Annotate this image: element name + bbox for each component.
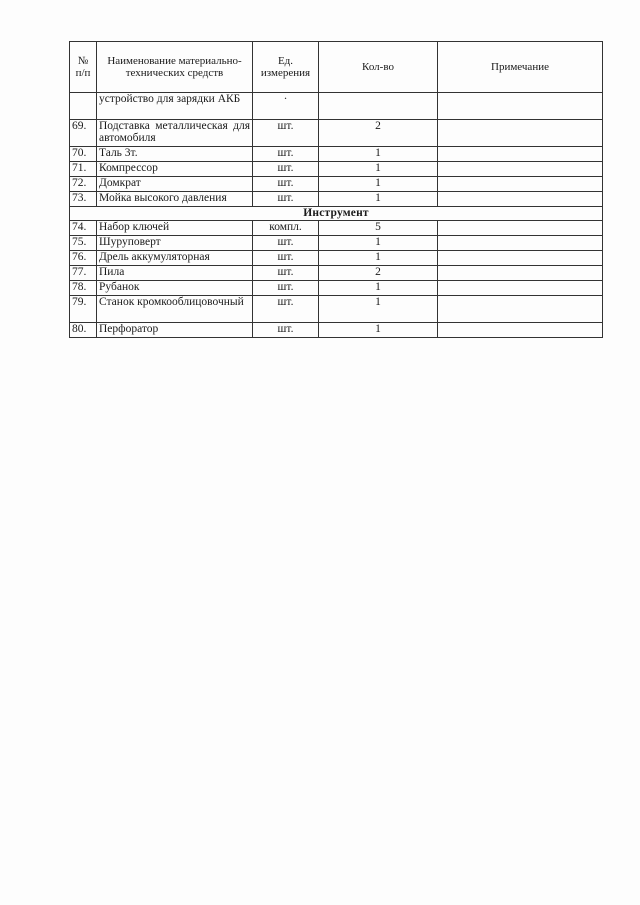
table-header-row — [70, 42, 603, 93]
cell-unit: шт. — [253, 296, 319, 323]
table-row — [70, 221, 603, 236]
cell-note — [438, 177, 603, 192]
cell-unit: шт. — [253, 266, 319, 281]
cell-num: 80. — [70, 323, 97, 338]
header-qty: Кол-во — [319, 42, 438, 93]
cell-name: Компрессор — [97, 162, 253, 177]
cell-qty: 1 — [319, 192, 438, 207]
cell-note — [438, 147, 603, 162]
cell-num: 73. — [70, 192, 97, 207]
cell-note — [438, 251, 603, 266]
cell-name: Набор ключей — [97, 221, 253, 236]
cell-qty: 5 — [319, 221, 438, 236]
table-row — [70, 162, 603, 177]
cell-qty: 1 — [319, 296, 438, 323]
continuation-row — [70, 93, 603, 120]
cell-qty: 2 — [319, 120, 438, 147]
cell-note — [438, 221, 603, 236]
cell-unit: · — [253, 93, 319, 120]
cell-name: Перфоратор — [97, 323, 253, 338]
cell-name: Пила — [97, 266, 253, 281]
cell-unit: шт. — [253, 281, 319, 296]
cell-unit: шт. — [253, 236, 319, 251]
cell-unit: шт. — [253, 192, 319, 207]
cell-num: 75. — [70, 236, 97, 251]
cell-qty: 1 — [319, 147, 438, 162]
table-row — [70, 177, 603, 192]
cell-unit: шт. — [253, 251, 319, 266]
section-title: Инструмент — [70, 207, 603, 221]
cell-name: Рубанок — [97, 281, 253, 296]
cell-unit: шт. — [253, 162, 319, 177]
header-unit: Ед. измерения — [253, 42, 319, 93]
cell-name — [97, 93, 253, 120]
table-row — [70, 266, 603, 281]
cell-name — [97, 296, 253, 323]
cell-unit: шт. — [253, 120, 319, 147]
inventory-table — [69, 41, 603, 338]
table-row — [70, 323, 603, 338]
cell-num: 78. — [70, 281, 97, 296]
cell-name-text: устройство для зарядки АКБ — [99, 93, 241, 105]
cell-qty: 1 — [319, 162, 438, 177]
cell-qty: 1 — [319, 177, 438, 192]
cell-num — [70, 93, 97, 120]
cell-unit: шт. — [253, 177, 319, 192]
cell-qty — [319, 93, 438, 120]
cell-name: Таль 3т. — [97, 147, 253, 162]
cell-num: 71. — [70, 162, 97, 177]
header-name: Наименование материально-технических средств — [97, 42, 253, 93]
cell-num: 74. — [70, 221, 97, 236]
table-row — [70, 120, 603, 147]
cell-name-text: Подставка металлическая для автомобиля — [99, 120, 250, 144]
cell-qty: 1 — [319, 281, 438, 296]
header-num: № п/п — [70, 42, 97, 93]
cell-note — [438, 162, 603, 177]
cell-qty: 1 — [319, 323, 438, 338]
cell-qty: 1 — [319, 236, 438, 251]
header-note: Примечание — [438, 42, 603, 93]
cell-unit: шт. — [253, 323, 319, 338]
cell-note — [438, 236, 603, 251]
cell-name: Шуруповерт — [97, 236, 253, 251]
table-row — [70, 192, 603, 207]
cell-qty: 2 — [319, 266, 438, 281]
cell-note — [438, 266, 603, 281]
cell-name-text: Станок кромкооблицовочный — [99, 296, 244, 308]
cell-note — [438, 192, 603, 207]
cell-name: Домкрат — [97, 177, 253, 192]
cell-qty: 1 — [319, 251, 438, 266]
cell-num: 72. — [70, 177, 97, 192]
table-row — [70, 251, 603, 266]
cell-name: Мойка высокого давления — [97, 192, 253, 207]
section-row — [70, 207, 603, 221]
cell-unit: компл. — [253, 221, 319, 236]
cell-name — [97, 120, 253, 147]
table-row — [70, 147, 603, 162]
cell-note — [438, 120, 603, 147]
cell-unit: шт. — [253, 147, 319, 162]
table-row — [70, 281, 603, 296]
cell-note — [438, 296, 603, 323]
cell-note — [438, 281, 603, 296]
cell-note — [438, 323, 603, 338]
table-row — [70, 296, 603, 323]
cell-num: 69. — [70, 120, 97, 147]
cell-num: 77. — [70, 266, 97, 281]
cell-num: 79. — [70, 296, 97, 323]
cell-name: Дрель аккумуляторная — [97, 251, 253, 266]
cell-num: 70. — [70, 147, 97, 162]
table-row — [70, 236, 603, 251]
cell-note — [438, 93, 603, 120]
cell-num: 76. — [70, 251, 97, 266]
